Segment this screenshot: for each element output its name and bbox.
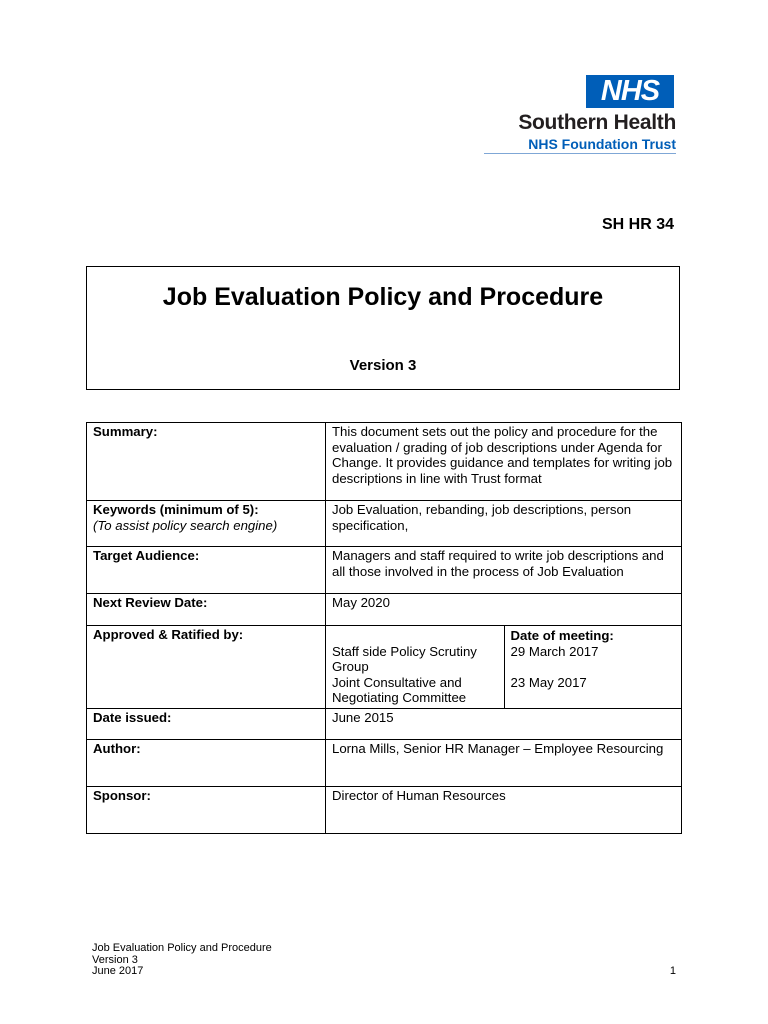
approval-cell <box>326 626 682 709</box>
approving-body: Staff side Policy Scrutiny Group <box>332 643 477 674</box>
summary-label: Summary: <box>87 423 326 501</box>
nhs-logo <box>484 75 676 155</box>
footer-version: Version 3 <box>92 953 138 966</box>
approving-body: Joint Consultative and Negotiating Committee <box>332 674 467 705</box>
keywords-value: Job Evaluation, rebanding, job descriptions, person specification, <box>326 501 682 547</box>
review-date-label: Next Review Date: <box>87 594 326 626</box>
footer-title: Job Evaluation Policy and Procedure <box>92 942 272 954</box>
table-row <box>87 501 682 547</box>
author-value: Lorna Mills, Senior HR Manager – Employee Resourcing <box>326 739 682 786</box>
organisation-name: Southern Health <box>518 111 676 134</box>
document-title: Job Evaluation Policy and Procedure <box>162 283 604 311</box>
date-issued-label: Date issued: <box>87 708 326 739</box>
meeting-date: 23 May 2017 <box>510 674 587 690</box>
nhs-logo-badge: NHS <box>586 75 674 108</box>
meeting-date: 29 March 2017 <box>510 643 599 659</box>
keywords-cell <box>87 501 326 547</box>
table-row <box>87 786 682 833</box>
audience-value: Managers and staff required to write job descriptions and all those involved in the process of Job Evaluation <box>326 547 682 594</box>
organisation-subtitle: NHS Foundation Trust <box>528 136 676 152</box>
table-row <box>87 547 682 594</box>
keywords-hint: (To assist policy search engine) <box>93 517 278 533</box>
review-date-value: May 2020 <box>326 594 682 626</box>
page-footer <box>92 943 272 978</box>
page-number: 1 <box>669 965 676 977</box>
document-info-table <box>86 422 682 834</box>
summary-value: This document sets out the policy and procedure for the evaluation / grading of job descriptions under Agenda for Change. It provides guidance and templates for writing job descriptions in line with Trust format <box>326 423 682 501</box>
author-label: Author: <box>87 739 326 786</box>
document-code: SH HR 34 <box>601 216 674 233</box>
table-row <box>87 708 682 739</box>
meeting-date-label: Date of meeting: <box>510 628 614 643</box>
table-row <box>87 626 682 709</box>
audience-label: Target Audience: <box>87 547 326 594</box>
sponsor-label: Sponsor: <box>87 786 326 833</box>
table-row <box>87 594 682 626</box>
approved-label: Approved & Ratified by: <box>87 626 326 709</box>
table-row <box>87 423 682 501</box>
approving-bodies <box>326 626 504 708</box>
date-issued-value: June 2015 <box>326 708 682 739</box>
document-version: Version 3 <box>349 357 417 374</box>
approval-subtable <box>326 626 681 708</box>
title-box <box>86 266 680 390</box>
keywords-label: Keywords (minimum of 5): <box>93 502 259 517</box>
footer-date: June 2017 <box>92 965 144 977</box>
sponsor-value: Director of Human Resources <box>326 786 682 833</box>
meeting-dates <box>504 626 681 708</box>
logo-divider <box>484 153 676 154</box>
table-row <box>87 739 682 786</box>
